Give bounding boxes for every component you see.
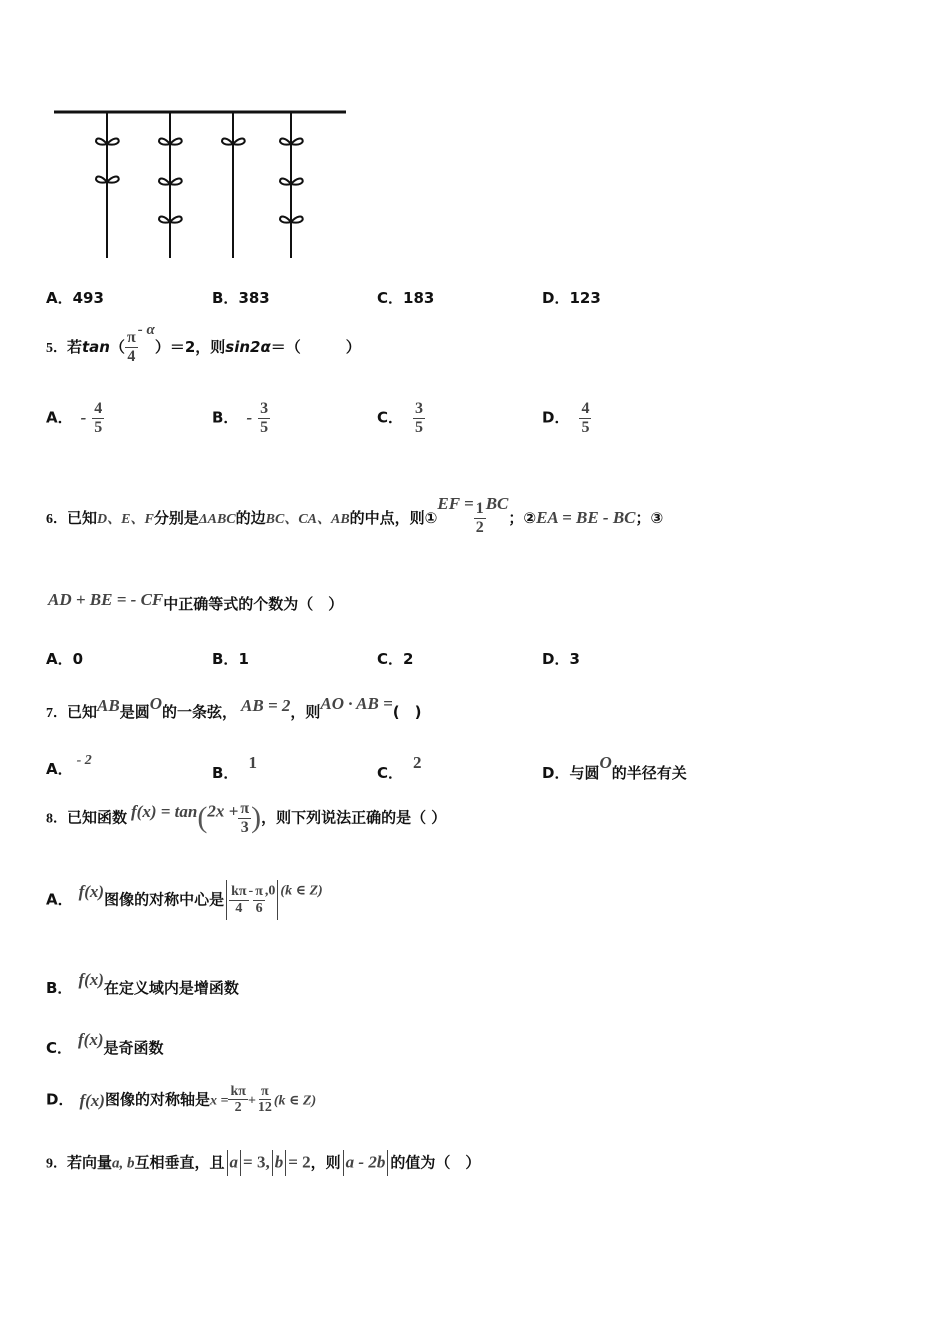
option-letter: B． [212, 650, 239, 668]
q7-option-d[interactable] [542, 753, 687, 783]
k-in-z: (k ∈ Z) [280, 883, 323, 899]
option-letter: B． [212, 408, 239, 427]
abs-bar [272, 1150, 273, 1176]
text: 若 [67, 338, 83, 356]
option-value: 2 [403, 650, 414, 668]
fx: f(x) [78, 1030, 104, 1049]
q8-option-b[interactable] [46, 970, 239, 998]
q4-option-b[interactable] [212, 287, 270, 308]
minus: - [248, 883, 254, 899]
minus-alpha: - α [137, 322, 155, 338]
abs-bar [240, 1150, 241, 1176]
text: ，则 [310, 1153, 341, 1172]
q5-option-b[interactable] [212, 400, 270, 436]
option-letter: B． [46, 979, 73, 997]
pi-over-6 [253, 884, 265, 916]
answer-paren: ＝（ ） [270, 338, 361, 356]
q5-option-c[interactable] [377, 400, 425, 436]
q8-option-a[interactable] [46, 880, 323, 920]
frac-den: 4 [235, 900, 243, 916]
option-value: 383 [238, 289, 270, 307]
equals-3: = 3, [243, 1152, 270, 1172]
option-letter: A． [46, 890, 73, 909]
equals-2: = 2 [288, 1152, 311, 1172]
q6-stem-line1 [46, 494, 663, 537]
fx: f(x) [78, 881, 105, 901]
text: 在定义域内是增函数 [103, 979, 239, 997]
frac-num: 1 [475, 500, 484, 518]
option-letter: D． [542, 764, 570, 782]
text: 图像的对称中心是 [104, 890, 225, 909]
inner-expr: 2x + [207, 801, 239, 821]
option-value: 2 [413, 753, 422, 772]
q6-option-c[interactable] [377, 648, 413, 669]
frac-num: π [261, 1084, 269, 1099]
frac-num: kπ [230, 1084, 246, 1099]
frac-den: 6 [255, 900, 263, 916]
kpi-over-2 [228, 1084, 247, 1116]
frac-num: 3 [260, 400, 269, 417]
abs-bar [343, 1150, 344, 1176]
eq1-left: EF = [437, 494, 474, 513]
q6-option-a[interactable] [46, 648, 83, 669]
kpi-over-4 [229, 884, 248, 916]
chord-ab: AB [97, 696, 120, 715]
question-number: 5． [46, 341, 67, 356]
question-number: 7． [46, 706, 67, 721]
frac-den: 5 [94, 418, 103, 436]
option-letter: C． [377, 408, 404, 427]
a-minus-2b: a - 2b [345, 1152, 386, 1172]
option-letter: A． [46, 650, 73, 668]
option-letter: D． [542, 408, 570, 427]
option-letter: C． [377, 650, 404, 668]
text: 的半径有关 [611, 764, 687, 782]
option-letter: C． [377, 764, 404, 782]
circle-o: O [599, 753, 612, 772]
frac-den: 3 [240, 818, 249, 836]
function-def: f(x) = tan [131, 801, 198, 821]
eq2: EA = BE - BC [536, 508, 636, 527]
q7-option-a[interactable] [46, 753, 92, 779]
text: ；② [508, 509, 537, 527]
frac-den: 5 [581, 418, 590, 436]
text: 的边 [235, 509, 266, 527]
text: 中正确等式的个数为（ ） [163, 595, 344, 613]
option-letter: C． [46, 1039, 73, 1057]
option-value: 123 [569, 289, 601, 307]
figure-svg [40, 100, 360, 270]
x-equals: x = [209, 1093, 229, 1109]
frac-den: 5 [260, 418, 269, 436]
q8-stem [46, 800, 446, 836]
q8-option-c[interactable] [46, 1030, 164, 1058]
plus: + [247, 1093, 256, 1109]
zero: ,0 [264, 883, 276, 899]
frac-num: π [127, 329, 136, 347]
points-def: D、E、F [97, 512, 154, 527]
text: 已知函数 [67, 808, 128, 827]
option-value: 1 [238, 650, 249, 668]
text: 图像的对称轴是 [104, 1090, 210, 1109]
text: ，则 [290, 703, 321, 721]
pi-over-12 [256, 1084, 274, 1116]
circle-o: O [149, 694, 162, 713]
frac-num: 3 [415, 400, 424, 417]
right-paren: ) [251, 801, 262, 835]
vector-a: a [229, 1152, 239, 1172]
eq3: AD + BE = - CF [48, 590, 164, 609]
frac-den: 2 [234, 1100, 242, 1116]
fraction [579, 400, 591, 436]
vector-b: b [274, 1152, 284, 1172]
q4-option-a[interactable] [46, 287, 104, 308]
q5-stem [46, 322, 361, 366]
triangle-abc: ΔABC [198, 512, 236, 527]
k-in-z: (k ∈ Z) [273, 1093, 317, 1109]
tan-text: tan [82, 338, 110, 356]
frac-num: 4 [581, 400, 590, 417]
one-half [474, 500, 486, 536]
text: 已知 [67, 703, 98, 721]
text: 是圆 [119, 703, 150, 721]
option-letter: A． [46, 760, 73, 778]
text: ，则下列说法正确的是（ ） [261, 808, 447, 827]
answer-paren: ( ) [392, 703, 422, 721]
frac-den: 2 [475, 519, 484, 536]
option-value: 0 [72, 650, 84, 668]
option-value: 1 [248, 753, 257, 772]
option-letter: B． [212, 289, 239, 307]
dot-product: AO · AB = [320, 694, 393, 713]
frac-den: 5 [415, 418, 424, 436]
fraction [413, 400, 425, 436]
minus-sign: - [246, 407, 253, 427]
frac-den: 4 [127, 348, 136, 365]
text: 的值为（ ） [390, 1153, 481, 1172]
q6-option-b[interactable] [212, 648, 249, 669]
frac-num: 4 [94, 400, 103, 417]
option-letter: D． [542, 289, 570, 307]
option-letter: D． [46, 1090, 74, 1109]
q4-option-d[interactable] [542, 287, 601, 308]
abs-bar [387, 1150, 388, 1176]
question-number: 8． [46, 811, 67, 827]
text: 是奇函数 [103, 1039, 164, 1057]
eq1-right: BC [485, 494, 509, 513]
ab-length: AB = 2 [241, 696, 291, 715]
abs-bar [227, 1150, 228, 1176]
q7-option-b[interactable] [212, 753, 257, 783]
frac-den: 12 [257, 1100, 272, 1116]
sin2a-text: sin2α [225, 338, 271, 356]
frac-num: π [255, 884, 263, 900]
text: 的中点，则① [349, 509, 438, 527]
option-value: 493 [72, 289, 104, 307]
q8-option-d[interactable] [46, 1084, 316, 1116]
text: 的一条弦， [162, 703, 238, 721]
q4-option-c[interactable] [377, 287, 434, 308]
frac-num: kπ [231, 884, 247, 900]
text: 分别是 [153, 509, 199, 527]
text: 互相垂直，且 [134, 1153, 225, 1172]
question-number: 6． [46, 512, 67, 527]
option-letter: D． [542, 650, 570, 668]
sides-list: BC、CA、AB [265, 512, 350, 527]
option-letter: C． [377, 289, 404, 307]
question-number: 9． [46, 1156, 67, 1172]
minus-sign: - [80, 407, 87, 427]
text: 已知 [67, 509, 98, 527]
option-letter: A． [46, 289, 73, 307]
fraction [92, 400, 104, 436]
left-paren: ( [197, 801, 208, 835]
q6-option-d[interactable] [542, 648, 580, 669]
right-bracket [277, 880, 278, 920]
vectors-ab: a, b [112, 1155, 135, 1172]
fraction [258, 400, 270, 436]
q5-option-d[interactable] [542, 400, 591, 436]
fx: f(x) [78, 970, 104, 989]
pi-over-3 [238, 800, 251, 836]
text: 与圆 [569, 764, 600, 782]
text: ）＝2，则 [154, 338, 226, 356]
text: ；③ [635, 509, 664, 527]
q7-option-c[interactable] [377, 753, 422, 783]
hanging-bows-figure [40, 100, 360, 270]
pi-over-4 [125, 329, 138, 365]
text: （ [110, 338, 126, 356]
q7-stem [46, 694, 421, 722]
option-value: 3 [569, 650, 580, 668]
option-value: - 2 [76, 753, 92, 768]
q5-option-a[interactable] [46, 400, 104, 436]
option-letter: B． [212, 764, 239, 782]
abs-bar [285, 1150, 286, 1176]
fx: f(x) [79, 1091, 105, 1111]
frac-num: π [240, 800, 250, 817]
option-value: 183 [403, 289, 435, 307]
option-letter: A． [46, 408, 73, 427]
left-bracket [226, 880, 227, 920]
q6-stem-line2 [48, 590, 343, 614]
text: 若向量 [67, 1153, 113, 1172]
q9-stem [46, 1150, 480, 1176]
